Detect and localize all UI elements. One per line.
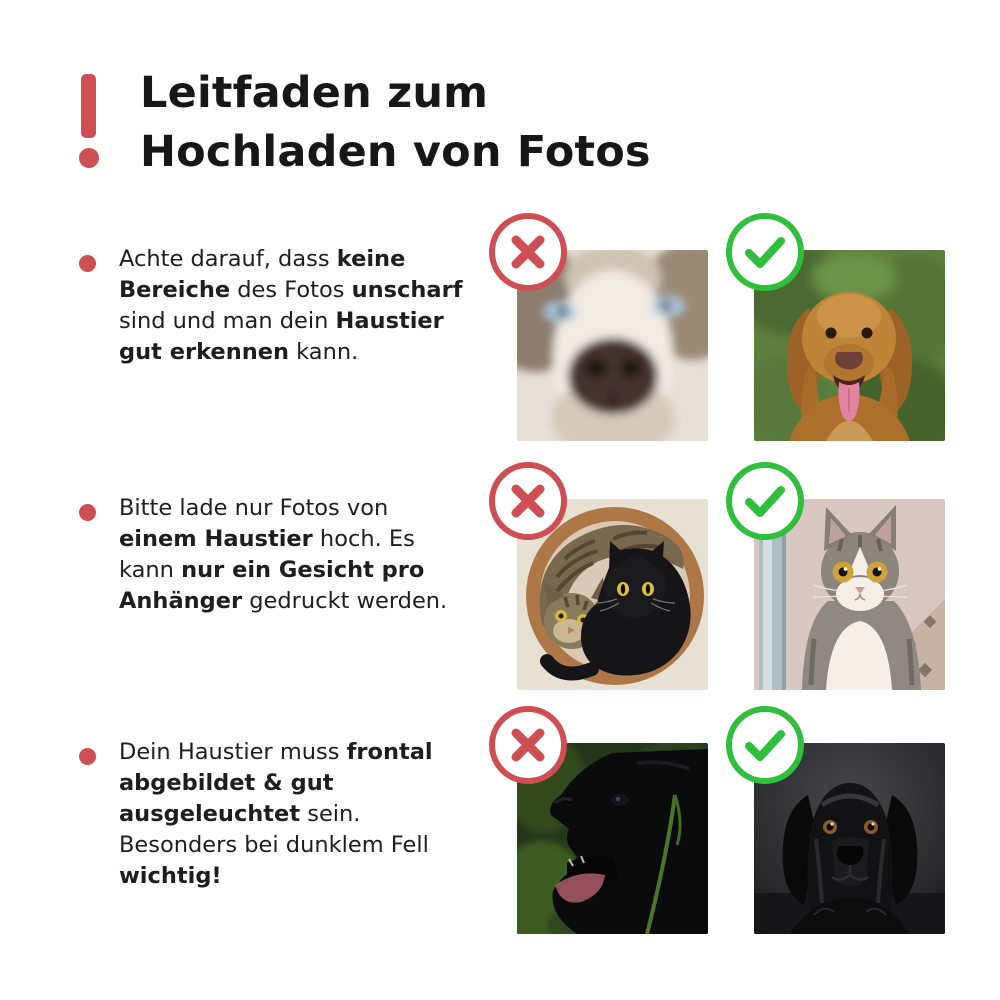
- bullet-dot-icon: [79, 748, 96, 765]
- good-example-single-cat: [754, 499, 945, 690]
- guideline-row-sharpness: [0, 246, 1000, 441]
- guideline-text-sharpness: Achte darauf, dass keine Bereiche des Fotos unscharf sind und man dein Haustier gut erkennen kann.: [119, 246, 463, 365]
- bullet-dot-icon: [79, 255, 96, 272]
- bad-example-blurry-husky-nose: [517, 250, 708, 441]
- x-mark-icon: [488, 705, 568, 785]
- page-title: [140, 64, 651, 182]
- good-example-black-labrador: [754, 743, 945, 934]
- guideline-text-single-pet: Bitte lade nur Fotos von einem Haustier hoch. Es kann nur ein Gesicht pro Anhänger gedruckt werden.: [119, 495, 448, 614]
- check-mark-icon: [725, 212, 805, 292]
- bad-example-dark-dog-profile: [517, 743, 708, 934]
- x-mark-icon: [488, 461, 568, 541]
- guideline-row-single-pet: [0, 495, 1000, 690]
- page-title-line-1: Leitfaden zum: [140, 68, 489, 118]
- exclamation-dot: [79, 148, 99, 168]
- x-mark-icon: [488, 212, 568, 292]
- guideline-text-lighting: Dein Haustier muss frontal abgebildet & gut ausgeleuchtet sein. Besonders bei dunklem Fell wichtig!: [119, 739, 433, 889]
- check-mark-icon: [725, 705, 805, 785]
- page-title-line-2: Hochladen von Fotos: [140, 127, 651, 177]
- check-mark-icon: [725, 461, 805, 541]
- guideline-row-lighting: [0, 739, 1000, 934]
- bullet-dot-icon: [79, 504, 96, 521]
- exclamation-icon: [81, 74, 96, 169]
- bad-example-two-cats: [517, 499, 708, 690]
- good-example-golden-retriever: [754, 250, 945, 441]
- exclamation-bar: [81, 74, 96, 138]
